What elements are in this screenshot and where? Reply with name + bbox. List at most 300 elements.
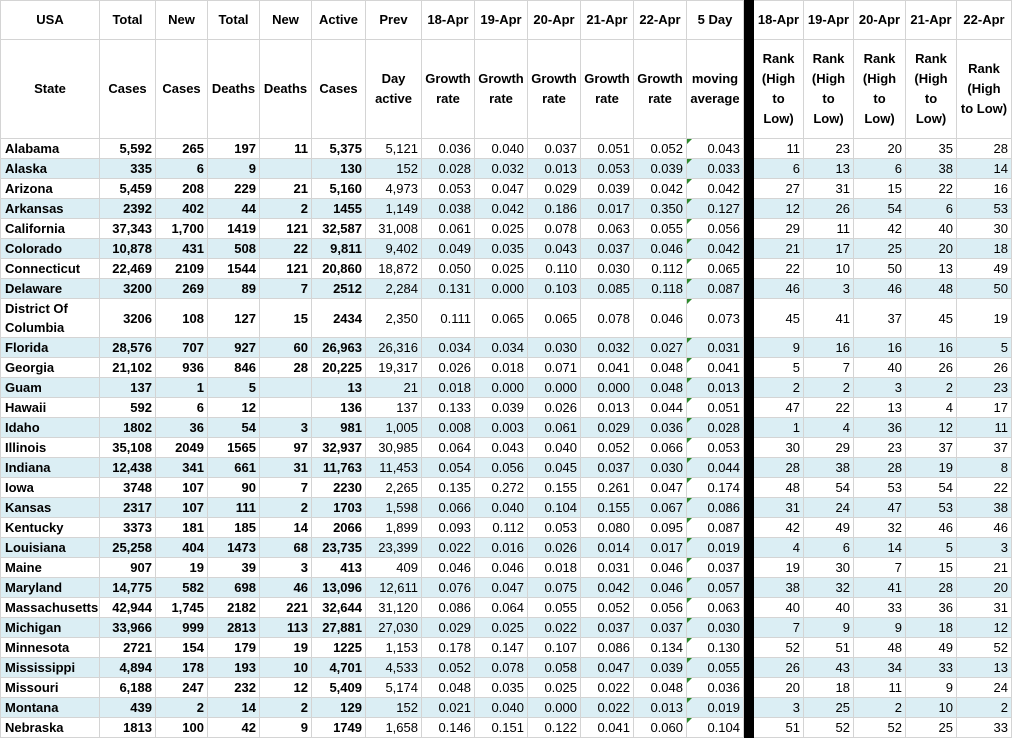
- data-cell[interactable]: 33: [854, 598, 906, 618]
- data-cell[interactable]: 1: [754, 418, 804, 438]
- data-cell[interactable]: 20,225: [312, 358, 366, 378]
- data-cell[interactable]: 4,533: [366, 658, 422, 678]
- data-cell[interactable]: 0.093: [422, 518, 475, 538]
- data-cell[interactable]: 40: [804, 598, 854, 618]
- data-cell[interactable]: 404: [156, 538, 208, 558]
- data-cell[interactable]: 927: [208, 338, 260, 358]
- header-cell[interactable]: 20-Apr: [528, 1, 581, 40]
- data-cell[interactable]: 0.037: [687, 558, 744, 578]
- data-cell[interactable]: 12,438: [100, 458, 156, 478]
- data-cell[interactable]: 33: [957, 718, 1012, 738]
- data-cell[interactable]: [260, 159, 312, 179]
- data-cell[interactable]: 47: [854, 498, 906, 518]
- data-cell[interactable]: 0.067: [634, 498, 687, 518]
- data-cell[interactable]: 0.052: [634, 139, 687, 159]
- data-cell[interactable]: 0.000: [581, 378, 634, 398]
- data-cell[interactable]: 26,316: [366, 338, 422, 358]
- data-cell[interactable]: 409: [366, 558, 422, 578]
- header-cell[interactable]: USA: [1, 1, 100, 40]
- data-cell[interactable]: 6: [804, 538, 854, 558]
- data-cell[interactable]: 2512: [312, 279, 366, 299]
- data-cell[interactable]: 0.034: [422, 338, 475, 358]
- data-cell[interactable]: 0.065: [528, 299, 581, 338]
- data-cell[interactable]: 0.131: [422, 279, 475, 299]
- data-cell[interactable]: 4,894: [100, 658, 156, 678]
- data-cell[interactable]: 11: [804, 219, 854, 239]
- data-cell[interactable]: 0.112: [475, 518, 528, 538]
- data-cell[interactable]: 16: [804, 338, 854, 358]
- data-cell[interactable]: 0.046: [422, 558, 475, 578]
- data-cell[interactable]: 18: [906, 618, 957, 638]
- data-cell[interactable]: 0.036: [634, 418, 687, 438]
- data-cell[interactable]: 31: [260, 458, 312, 478]
- data-cell[interactable]: 2721: [100, 638, 156, 658]
- data-cell[interactable]: 13: [906, 259, 957, 279]
- data-cell[interactable]: 193: [208, 658, 260, 678]
- data-cell[interactable]: 0.025: [475, 259, 528, 279]
- data-cell[interactable]: 30: [804, 558, 854, 578]
- data-cell[interactable]: 0.037: [528, 139, 581, 159]
- data-cell[interactable]: 0.186: [528, 199, 581, 219]
- header-cell[interactable]: Cases: [100, 40, 156, 139]
- data-cell[interactable]: 36: [156, 418, 208, 438]
- data-cell[interactable]: 10: [804, 259, 854, 279]
- data-cell[interactable]: 48: [906, 279, 957, 299]
- data-cell[interactable]: 54: [804, 478, 854, 498]
- data-cell[interactable]: 508: [208, 239, 260, 259]
- data-cell[interactable]: 21,102: [100, 358, 156, 378]
- data-cell[interactable]: 0.043: [687, 139, 744, 159]
- data-cell[interactable]: 10,878: [100, 239, 156, 259]
- data-cell[interactable]: 0.066: [634, 438, 687, 458]
- data-cell[interactable]: 4,701: [312, 658, 366, 678]
- data-cell[interactable]: 137: [366, 398, 422, 418]
- data-cell[interactable]: 4: [906, 398, 957, 418]
- data-cell[interactable]: 40: [854, 358, 906, 378]
- data-cell[interactable]: 0.047: [475, 179, 528, 199]
- data-cell[interactable]: 1419: [208, 219, 260, 239]
- data-cell[interactable]: 197: [208, 139, 260, 159]
- data-cell[interactable]: 25,258: [100, 538, 156, 558]
- data-cell[interactable]: 0.035: [475, 239, 528, 259]
- data-cell[interactable]: 30: [957, 219, 1012, 239]
- data-cell[interactable]: 68: [260, 538, 312, 558]
- data-cell[interactable]: 5,592: [100, 139, 156, 159]
- data-cell[interactable]: 2: [957, 698, 1012, 718]
- state-cell[interactable]: Delaware: [1, 279, 100, 299]
- data-cell[interactable]: 431: [156, 239, 208, 259]
- data-cell[interactable]: 5,121: [366, 139, 422, 159]
- data-cell[interactable]: 582: [156, 578, 208, 598]
- data-cell[interactable]: 2182: [208, 598, 260, 618]
- data-cell[interactable]: 0.085: [581, 279, 634, 299]
- data-cell[interactable]: 49: [957, 259, 1012, 279]
- data-cell[interactable]: 22: [906, 179, 957, 199]
- data-cell[interactable]: 0.078: [581, 299, 634, 338]
- data-cell[interactable]: 0.054: [422, 458, 475, 478]
- data-cell[interactable]: 107: [156, 498, 208, 518]
- data-cell[interactable]: 179: [208, 638, 260, 658]
- data-cell[interactable]: 341: [156, 458, 208, 478]
- data-cell[interactable]: 0.039: [634, 658, 687, 678]
- data-cell[interactable]: 5,459: [100, 179, 156, 199]
- header-cell[interactable]: 20-Apr: [854, 1, 906, 40]
- data-cell[interactable]: 7: [260, 279, 312, 299]
- state-cell[interactable]: Guam: [1, 378, 100, 398]
- data-cell[interactable]: 592: [100, 398, 156, 418]
- header-cell[interactable]: Rank (High to Low): [957, 40, 1012, 139]
- header-cell[interactable]: Total: [100, 1, 156, 40]
- data-cell[interactable]: 1,153: [366, 638, 422, 658]
- data-cell[interactable]: 2049: [156, 438, 208, 458]
- data-cell[interactable]: 0.044: [634, 398, 687, 418]
- data-cell[interactable]: [260, 378, 312, 398]
- data-cell[interactable]: 0.049: [422, 239, 475, 259]
- state-cell[interactable]: Missouri: [1, 678, 100, 698]
- state-cell[interactable]: Connecticut: [1, 259, 100, 279]
- data-cell[interactable]: 0.076: [422, 578, 475, 598]
- data-cell[interactable]: 981: [312, 418, 366, 438]
- data-cell[interactable]: 5,174: [366, 678, 422, 698]
- data-cell[interactable]: 0.111: [422, 299, 475, 338]
- data-cell[interactable]: 111: [208, 498, 260, 518]
- data-cell[interactable]: 0.061: [422, 219, 475, 239]
- data-cell[interactable]: 10: [906, 698, 957, 718]
- data-cell[interactable]: 0.041: [687, 358, 744, 378]
- data-cell[interactable]: 0.086: [422, 598, 475, 618]
- data-cell[interactable]: 3200: [100, 279, 156, 299]
- data-cell[interactable]: 0.041: [581, 358, 634, 378]
- data-cell[interactable]: 13: [957, 658, 1012, 678]
- state-cell[interactable]: Iowa: [1, 478, 100, 498]
- data-cell[interactable]: 28: [957, 139, 1012, 159]
- data-cell[interactable]: 89: [208, 279, 260, 299]
- data-cell[interactable]: 39: [208, 558, 260, 578]
- data-cell[interactable]: 0.000: [475, 279, 528, 299]
- data-cell[interactable]: 97: [260, 438, 312, 458]
- data-cell[interactable]: 0.037: [581, 458, 634, 478]
- data-cell[interactable]: 0.053: [581, 159, 634, 179]
- data-cell[interactable]: 31,008: [366, 219, 422, 239]
- data-cell[interactable]: 0.178: [422, 638, 475, 658]
- data-cell[interactable]: 0.040: [528, 438, 581, 458]
- data-cell[interactable]: 1,149: [366, 199, 422, 219]
- data-cell[interactable]: 24: [957, 678, 1012, 698]
- data-cell[interactable]: 9: [906, 678, 957, 698]
- data-cell[interactable]: 28: [260, 358, 312, 378]
- data-cell[interactable]: 0.046: [634, 578, 687, 598]
- data-cell[interactable]: 1225: [312, 638, 366, 658]
- data-cell[interactable]: 0.063: [581, 219, 634, 239]
- data-cell[interactable]: 49: [804, 518, 854, 538]
- data-cell[interactable]: 0.095: [634, 518, 687, 538]
- data-cell[interactable]: 53: [854, 478, 906, 498]
- data-cell[interactable]: [260, 398, 312, 418]
- data-cell[interactable]: 9: [260, 718, 312, 738]
- data-cell[interactable]: 23: [854, 438, 906, 458]
- data-cell[interactable]: 0.151: [475, 718, 528, 738]
- data-cell[interactable]: 22,469: [100, 259, 156, 279]
- data-cell[interactable]: 0.134: [634, 638, 687, 658]
- data-cell[interactable]: 19: [754, 558, 804, 578]
- data-cell[interactable]: 0.261: [581, 478, 634, 498]
- data-cell[interactable]: 0.087: [687, 518, 744, 538]
- data-cell[interactable]: 0.033: [687, 159, 744, 179]
- data-cell[interactable]: 35: [906, 139, 957, 159]
- data-cell[interactable]: 137: [100, 378, 156, 398]
- data-cell[interactable]: 0.025: [475, 219, 528, 239]
- data-cell[interactable]: 26: [804, 199, 854, 219]
- data-cell[interactable]: 707: [156, 338, 208, 358]
- data-cell[interactable]: 0.026: [528, 398, 581, 418]
- data-cell[interactable]: 47: [754, 398, 804, 418]
- data-cell[interactable]: 0.055: [634, 219, 687, 239]
- data-cell[interactable]: 0.003: [475, 418, 528, 438]
- data-cell[interactable]: 0.055: [687, 658, 744, 678]
- data-cell[interactable]: 46: [260, 578, 312, 598]
- data-cell[interactable]: 0.051: [687, 398, 744, 418]
- data-cell[interactable]: 0.043: [528, 239, 581, 259]
- data-cell[interactable]: 0.078: [475, 658, 528, 678]
- data-cell[interactable]: 0.018: [475, 358, 528, 378]
- data-cell[interactable]: 0.065: [687, 259, 744, 279]
- data-cell[interactable]: 0.000: [528, 378, 581, 398]
- data-cell[interactable]: 0.047: [581, 658, 634, 678]
- data-cell[interactable]: 19: [156, 558, 208, 578]
- data-cell[interactable]: 29: [754, 219, 804, 239]
- data-cell[interactable]: 32,644: [312, 598, 366, 618]
- data-cell[interactable]: 0.036: [422, 139, 475, 159]
- data-cell[interactable]: 2813: [208, 618, 260, 638]
- data-cell[interactable]: 15: [906, 558, 957, 578]
- data-cell[interactable]: 0.030: [581, 259, 634, 279]
- data-cell[interactable]: 0.127: [687, 199, 744, 219]
- data-cell[interactable]: 20: [957, 578, 1012, 598]
- data-cell[interactable]: 6: [156, 159, 208, 179]
- data-cell[interactable]: 1,658: [366, 718, 422, 738]
- data-cell[interactable]: 20: [854, 139, 906, 159]
- data-cell[interactable]: 0.071: [528, 358, 581, 378]
- state-cell[interactable]: Kansas: [1, 498, 100, 518]
- header-cell[interactable]: 22-Apr: [957, 1, 1012, 40]
- data-cell[interactable]: 0.051: [581, 139, 634, 159]
- data-cell[interactable]: 2,350: [366, 299, 422, 338]
- header-cell[interactable]: 21-Apr: [581, 1, 634, 40]
- data-cell[interactable]: 31: [957, 598, 1012, 618]
- data-cell[interactable]: 9,402: [366, 239, 422, 259]
- state-cell[interactable]: Kentucky: [1, 518, 100, 538]
- data-cell[interactable]: 5,409: [312, 678, 366, 698]
- data-cell[interactable]: 21: [260, 179, 312, 199]
- data-cell[interactable]: 0.029: [581, 418, 634, 438]
- data-cell[interactable]: 43: [804, 658, 854, 678]
- data-cell[interactable]: 6,188: [100, 678, 156, 698]
- data-cell[interactable]: 22: [957, 478, 1012, 498]
- data-cell[interactable]: 1749: [312, 718, 366, 738]
- data-cell[interactable]: 20: [754, 678, 804, 698]
- data-cell[interactable]: 21: [754, 239, 804, 259]
- data-cell[interactable]: 18: [957, 239, 1012, 259]
- data-cell[interactable]: 2: [156, 698, 208, 718]
- data-cell[interactable]: 7: [854, 558, 906, 578]
- data-cell[interactable]: 3: [957, 538, 1012, 558]
- data-cell[interactable]: 28,576: [100, 338, 156, 358]
- data-cell[interactable]: 32,587: [312, 219, 366, 239]
- state-cell[interactable]: Mississippi: [1, 658, 100, 678]
- data-cell[interactable]: 16: [957, 179, 1012, 199]
- data-cell[interactable]: 46: [754, 279, 804, 299]
- data-cell[interactable]: 0.046: [475, 558, 528, 578]
- data-cell[interactable]: 5,375: [312, 139, 366, 159]
- data-cell[interactable]: 11: [957, 418, 1012, 438]
- data-cell[interactable]: 26: [754, 658, 804, 678]
- data-cell[interactable]: 42,944: [100, 598, 156, 618]
- data-cell[interactable]: 54: [208, 418, 260, 438]
- data-cell[interactable]: 0.133: [422, 398, 475, 418]
- data-cell[interactable]: 0.056: [475, 458, 528, 478]
- data-cell[interactable]: 1544: [208, 259, 260, 279]
- header-cell[interactable]: Rank (High to Low): [854, 40, 906, 139]
- header-cell[interactable]: Deaths: [208, 40, 260, 139]
- state-cell[interactable]: Massachusetts: [1, 598, 100, 618]
- data-cell[interactable]: 11,453: [366, 458, 422, 478]
- data-cell[interactable]: 0.018: [528, 558, 581, 578]
- state-cell[interactable]: Alaska: [1, 159, 100, 179]
- data-cell[interactable]: 2317: [100, 498, 156, 518]
- data-cell[interactable]: 121: [260, 219, 312, 239]
- data-cell[interactable]: 25: [804, 698, 854, 718]
- data-cell[interactable]: 19: [906, 458, 957, 478]
- header-cell[interactable]: 18-Apr: [754, 1, 804, 40]
- data-cell[interactable]: 208: [156, 179, 208, 199]
- data-cell[interactable]: 100: [156, 718, 208, 738]
- data-cell[interactable]: 37: [957, 438, 1012, 458]
- data-cell[interactable]: 9: [804, 618, 854, 638]
- data-cell[interactable]: 0.021: [422, 698, 475, 718]
- data-cell[interactable]: 26: [957, 358, 1012, 378]
- data-cell[interactable]: 20: [906, 239, 957, 259]
- data-cell[interactable]: 15: [854, 179, 906, 199]
- data-cell[interactable]: 0.122: [528, 718, 581, 738]
- header-cell[interactable]: Deaths: [260, 40, 312, 139]
- data-cell[interactable]: 23,399: [366, 538, 422, 558]
- data-cell[interactable]: 3: [854, 378, 906, 398]
- state-cell[interactable]: Colorado: [1, 239, 100, 259]
- data-cell[interactable]: 22: [754, 259, 804, 279]
- data-cell[interactable]: 11: [260, 139, 312, 159]
- data-cell[interactable]: 0.350: [634, 199, 687, 219]
- data-cell[interactable]: 40: [906, 219, 957, 239]
- data-cell[interactable]: 402: [156, 199, 208, 219]
- data-cell[interactable]: 2230: [312, 478, 366, 498]
- data-cell[interactable]: 265: [156, 139, 208, 159]
- data-cell[interactable]: 0.025: [475, 618, 528, 638]
- data-cell[interactable]: 20,860: [312, 259, 366, 279]
- data-cell[interactable]: 0.013: [634, 698, 687, 718]
- data-cell[interactable]: 1,700: [156, 219, 208, 239]
- data-cell[interactable]: 27,030: [366, 618, 422, 638]
- header-cell[interactable]: Growth rate: [581, 40, 634, 139]
- data-cell[interactable]: 0.039: [475, 398, 528, 418]
- data-cell[interactable]: 0.031: [687, 338, 744, 358]
- data-cell[interactable]: 1,005: [366, 418, 422, 438]
- data-cell[interactable]: 0.061: [528, 418, 581, 438]
- data-cell[interactable]: 108: [156, 299, 208, 338]
- header-cell[interactable]: 5 Day: [687, 1, 744, 40]
- data-cell[interactable]: 19,317: [366, 358, 422, 378]
- header-cell[interactable]: Growth rate: [422, 40, 475, 139]
- data-cell[interactable]: 185: [208, 518, 260, 538]
- data-cell[interactable]: 28: [906, 578, 957, 598]
- data-cell[interactable]: 0.022: [581, 698, 634, 718]
- data-cell[interactable]: 0.058: [528, 658, 581, 678]
- data-cell[interactable]: 12: [260, 678, 312, 698]
- header-cell[interactable]: Prev: [366, 1, 422, 40]
- state-cell[interactable]: Idaho: [1, 418, 100, 438]
- data-cell[interactable]: 0.104: [687, 718, 744, 738]
- data-cell[interactable]: 0.016: [475, 538, 528, 558]
- data-cell[interactable]: 2,265: [366, 478, 422, 498]
- data-cell[interactable]: 37: [906, 438, 957, 458]
- data-cell[interactable]: 121: [260, 259, 312, 279]
- header-cell[interactable]: Rank (High to Low): [754, 40, 804, 139]
- data-cell[interactable]: 38: [957, 498, 1012, 518]
- data-cell[interactable]: 18: [804, 678, 854, 698]
- state-cell[interactable]: Maine: [1, 558, 100, 578]
- data-cell[interactable]: 269: [156, 279, 208, 299]
- data-cell[interactable]: 178: [156, 658, 208, 678]
- data-cell[interactable]: 3206: [100, 299, 156, 338]
- data-cell[interactable]: 6: [156, 398, 208, 418]
- data-cell[interactable]: 1,899: [366, 518, 422, 538]
- data-cell[interactable]: 5,160: [312, 179, 366, 199]
- data-cell[interactable]: 49: [906, 638, 957, 658]
- data-cell[interactable]: 0.027: [634, 338, 687, 358]
- data-cell[interactable]: 54: [906, 478, 957, 498]
- data-cell[interactable]: 22: [804, 398, 854, 418]
- data-cell[interactable]: 698: [208, 578, 260, 598]
- data-cell[interactable]: 21: [366, 378, 422, 398]
- data-cell[interactable]: 16: [906, 338, 957, 358]
- data-cell[interactable]: 0.044: [687, 458, 744, 478]
- data-cell[interactable]: 2: [260, 498, 312, 518]
- data-cell[interactable]: 22: [260, 239, 312, 259]
- state-cell[interactable]: Minnesota: [1, 638, 100, 658]
- state-cell[interactable]: Louisiana: [1, 538, 100, 558]
- data-cell[interactable]: 23: [957, 378, 1012, 398]
- data-cell[interactable]: 48: [754, 478, 804, 498]
- data-cell[interactable]: 46: [957, 518, 1012, 538]
- data-cell[interactable]: 0.022: [422, 538, 475, 558]
- data-cell[interactable]: 0.019: [687, 538, 744, 558]
- data-cell[interactable]: 0.036: [687, 678, 744, 698]
- data-cell[interactable]: 2: [804, 378, 854, 398]
- data-cell[interactable]: 439: [100, 698, 156, 718]
- header-cell[interactable]: 21-Apr: [906, 1, 957, 40]
- data-cell[interactable]: 0.045: [528, 458, 581, 478]
- data-cell[interactable]: 0.037: [581, 618, 634, 638]
- data-cell[interactable]: 52: [754, 638, 804, 658]
- data-cell[interactable]: 0.040: [475, 139, 528, 159]
- data-cell[interactable]: 4: [754, 538, 804, 558]
- data-cell[interactable]: 30: [754, 438, 804, 458]
- data-cell[interactable]: 52: [804, 718, 854, 738]
- data-cell[interactable]: 0.112: [634, 259, 687, 279]
- data-cell[interactable]: 0.147: [475, 638, 528, 658]
- data-cell[interactable]: 2109: [156, 259, 208, 279]
- data-cell[interactable]: 14: [208, 698, 260, 718]
- data-cell[interactable]: 181: [156, 518, 208, 538]
